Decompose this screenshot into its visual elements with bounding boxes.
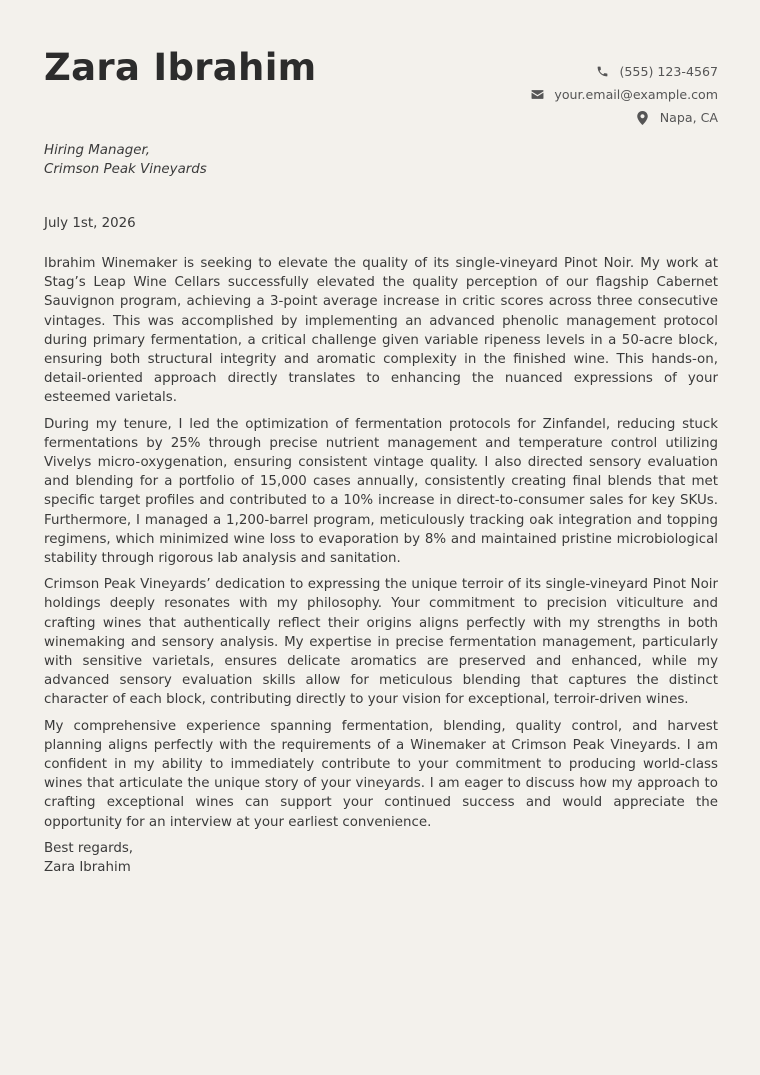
email-address: your.email@example.com bbox=[554, 87, 718, 102]
location-text: Napa, CA bbox=[659, 110, 718, 125]
recipient-block bbox=[44, 141, 207, 179]
cover-letter bbox=[44, 0, 718, 876]
phone-icon bbox=[596, 65, 610, 79]
envelope-icon bbox=[530, 88, 544, 102]
contact-location bbox=[530, 106, 718, 129]
closing-block bbox=[44, 839, 718, 877]
phone-number: (555) 123-4567 bbox=[619, 64, 718, 79]
recipient-title: Hiring Manager, bbox=[44, 143, 150, 158]
body-paragraph: During my tenure, I led the optimization of fermentation protocols for Zinfandel, reducing stuck fermentations by 25% through precise nutrient management and temperature control utilizing Vivelys micro-oxygenation, ensuring consistent vintage quality. I also directed sensory evaluation and blending for a portfolio of 15,000 cases annually, consistently creating final blends that met specific target profiles and contributed to a 10% increase in direct-to-consumer sales for key SKUs. Furthermore, I managed a 1,200-barrel program, meticulously tracking oak integration and topping regimens, which minimized wine loss to evaporation by 8% and maintained pristine microbiological stability through rigorous lab analysis and sanitation. bbox=[44, 416, 718, 567]
closing-salutation: Best regards, bbox=[44, 840, 134, 856]
body-paragraph: My comprehensive experience spanning fermentation, blending, quality control, and harvest planning aligns perfectly with the requirements of a Winemaker at Crimson Peak Vineyards. I am confident in my ability to immediately contribute to your commitment to producing world-class wines that articulate the unique story of your vineyards. I am eager to discuss how my approach to crafting exceptional wines can support your continued success and would appreciate the opportunity for an interview at your earliest convenience. bbox=[44, 718, 718, 830]
applicant-name: Zara Ibrahim bbox=[44, 46, 317, 89]
letter-date: July 1st, 2026 bbox=[44, 216, 136, 231]
letter-header bbox=[44, 0, 718, 130]
contact-info bbox=[530, 60, 718, 129]
contact-phone bbox=[530, 60, 718, 83]
body-paragraph: Ibrahim Winemaker is seeking to elevate the quality of its single-vineyard Pinot Noir. My work at Stag’s Leap Wine Cellars successfully elevated the quality perception of our flagship Cabernet Sauvignon program, achieving a 3-point average increase in critic scores across three consecutive vintages. This was accomplished by implementing an advanced phenolic management protocol during primary fermentation, a critical challenge given variable ripeness levels in a 50-acre block, ensuring both structural integrity and aromatic complexity in the finished wine. This hands-on, detail-oriented approach directly translates to enhancing the nuanced expressions of your esteemed varietals. bbox=[44, 256, 718, 406]
recipient-company: Crimson Peak Vineyards bbox=[44, 162, 207, 177]
contact-email bbox=[530, 83, 718, 106]
signature-name: Zara Ibrahim bbox=[44, 860, 131, 876]
letter-body bbox=[44, 254, 718, 877]
map-pin-icon bbox=[636, 111, 650, 125]
body-paragraph: Crimson Peak Vineyards’ dedication to expressing the unique terroir of its single-vineyard Pinot Noir holdings deeply resonates with my philosophy. Your commitment to precision viticulture and crafting wines that authentically reflect their origins aligns perfectly with my strengths in both winemaking and sensory analysis. My expertise in precise fermentation management, particularly with sensitive varietals, ensures delicate aromatics are preserved and enhanced, while my advanced sensory evaluation skills allow for meticulous blending that captures the distinct character of each block, contributing directly to your vision for exceptional, terroir-driven wines. bbox=[44, 577, 718, 708]
